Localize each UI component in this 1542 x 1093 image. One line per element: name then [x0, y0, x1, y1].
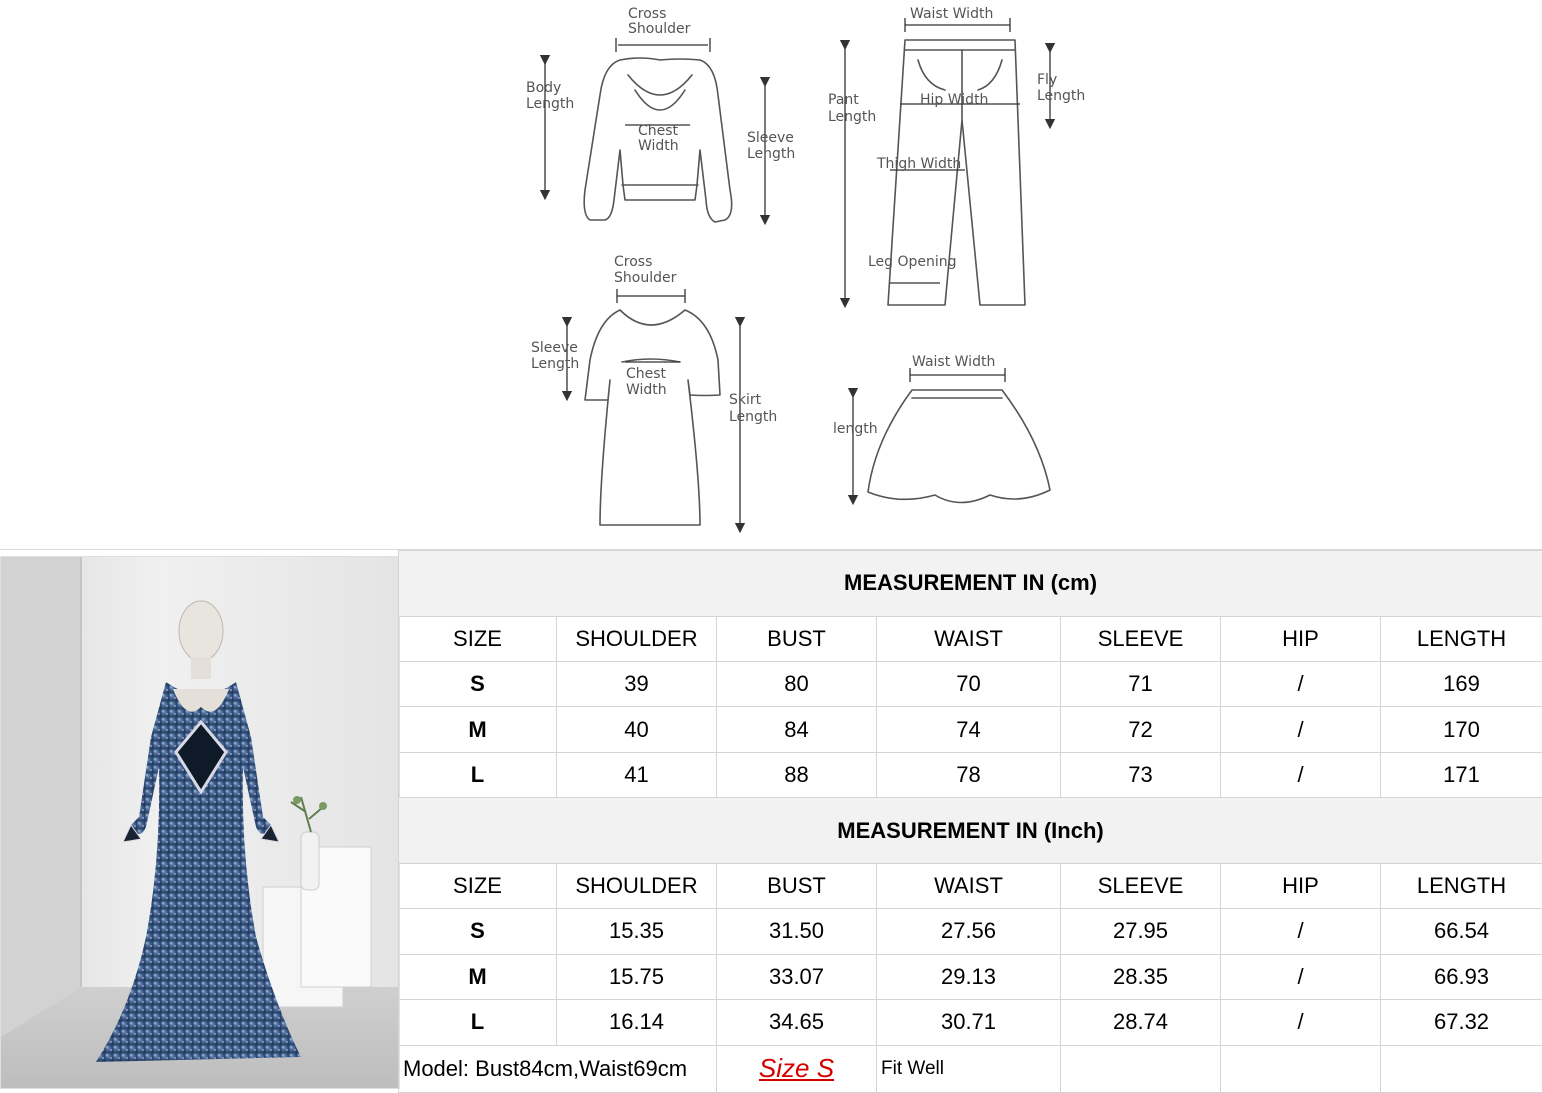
measurement-cell: 170 — [1381, 707, 1542, 752]
column-header: SIZE — [399, 863, 557, 908]
pants-diagram — [828, 6, 1085, 305]
column-header: SHOULDER — [557, 616, 717, 661]
top-body-length-label: Body Length — [526, 80, 575, 112]
top-diagram — [526, 6, 795, 222]
dress-cross-shoulder-label: Cross Shoulder — [614, 254, 677, 286]
fit-note: Fit Well — [877, 1045, 1061, 1092]
cm-header-row — [399, 616, 1542, 661]
size-label: M — [399, 954, 557, 999]
top-cross-shoulder-label: Cross Shoulder — [628, 6, 691, 37]
size-label: L — [399, 752, 557, 797]
measurement-cell: 73 — [1061, 752, 1221, 797]
dress-chest-width-label: Chest Width — [626, 366, 667, 398]
measurement-cell: 39 — [557, 662, 717, 707]
measurement-cell: 171 — [1381, 752, 1542, 797]
dress-sleeve-length-label: Sleeve Length — [531, 340, 580, 372]
pants-hip-width-label: Hip Width — [920, 92, 989, 108]
column-header: LENGTH — [1381, 616, 1542, 661]
top-chest-width-label: Chest Width — [638, 123, 679, 154]
column-header: BUST — [717, 863, 877, 908]
measurement-cell: / — [1221, 707, 1381, 752]
size-label: S — [399, 909, 557, 954]
size-chart-table — [398, 550, 1542, 1093]
measurement-cell: 88 — [717, 752, 877, 797]
measurement-cell: 15.75 — [557, 954, 717, 999]
inch-title-row — [399, 798, 1542, 864]
top-sleeve-length-label: Sleeve Length — [747, 130, 796, 162]
measurement-cell: 28.74 — [1061, 1000, 1221, 1045]
measurement-cell: 27.56 — [877, 909, 1061, 954]
inch-header-row — [399, 863, 1542, 908]
size-label: M — [399, 707, 557, 752]
skirt-diagram — [833, 354, 1050, 503]
column-header: BUST — [717, 616, 877, 661]
pants-thigh-width-label: Thigh Width — [877, 156, 962, 172]
column-header: LENGTH — [1381, 863, 1542, 908]
table-row — [399, 752, 1542, 797]
measurement-cell: 84 — [717, 707, 877, 752]
measurement-cell: / — [1221, 954, 1381, 999]
cm-title-row — [399, 551, 1542, 617]
measurement-cell: 31.50 — [717, 909, 877, 954]
table-row — [399, 707, 1542, 752]
model-measurements: Model: Bust84cm,Waist69cm — [399, 1045, 717, 1092]
table-row — [399, 1000, 1542, 1045]
dress-diagram — [531, 254, 777, 528]
column-header: SLEEVE — [1061, 863, 1221, 908]
measurement-cell: 16.14 — [557, 1000, 717, 1045]
measurement-cell: 33.07 — [717, 954, 877, 999]
table-row — [399, 954, 1542, 999]
skirt-waist-width-label: Waist Width — [912, 354, 996, 370]
column-header: WAIST — [877, 616, 1061, 661]
size-label: S — [399, 662, 557, 707]
skirt-length-label: length — [833, 421, 878, 437]
measurement-cell: / — [1221, 1000, 1381, 1045]
pants-waist-width-label: Waist Width — [910, 6, 994, 22]
column-header: SIZE — [399, 616, 557, 661]
measurement-cell: 80 — [717, 662, 877, 707]
empty-cell — [1381, 1045, 1542, 1092]
measurement-cell: 66.93 — [1381, 954, 1542, 999]
inch-table-title: MEASUREMENT IN (Inch) — [399, 798, 1542, 864]
measurement-cell: 28.35 — [1061, 954, 1221, 999]
table-row — [399, 662, 1542, 707]
pants-fly-length-label: Fly Length — [1037, 72, 1086, 104]
column-header: WAIST — [877, 863, 1061, 908]
measurement-cell: 29.13 — [877, 954, 1061, 999]
pants-leg-opening-label: Leg Opening — [868, 254, 957, 270]
measurement-cell: 66.54 — [1381, 909, 1542, 954]
model-info-row — [399, 1045, 1542, 1092]
measurement-cell: 169 — [1381, 662, 1542, 707]
column-header: HIP — [1221, 616, 1381, 661]
measurement-cell: 40 — [557, 707, 717, 752]
measurement-cell: / — [1221, 909, 1381, 954]
measurement-cell: / — [1221, 662, 1381, 707]
measurement-cell: / — [1221, 752, 1381, 797]
measurement-cell: 74 — [877, 707, 1061, 752]
dress-skirt-length-label: Skirt Length — [729, 392, 778, 425]
measurement-cell: 27.95 — [1061, 909, 1221, 954]
measurement-cell: 30.71 — [877, 1000, 1061, 1045]
measurement-cell: 70 — [877, 662, 1061, 707]
empty-cell — [1061, 1045, 1221, 1092]
column-header: SHOULDER — [557, 863, 717, 908]
product-photo — [0, 556, 400, 1089]
model-size: Size S — [717, 1045, 877, 1092]
gown-illustration — [1, 557, 399, 1088]
measurement-cell: 67.32 — [1381, 1000, 1542, 1045]
measurement-cell: 41 — [557, 752, 717, 797]
measurement-cell: 78 — [877, 752, 1061, 797]
column-header: SLEEVE — [1061, 616, 1221, 661]
size-label: L — [399, 1000, 557, 1045]
table-row — [399, 909, 1542, 954]
measurement-cell: 72 — [1061, 707, 1221, 752]
cm-table-title: MEASUREMENT IN (cm) — [399, 551, 1542, 617]
measurement-cell: 71 — [1061, 662, 1221, 707]
empty-cell — [1221, 1045, 1381, 1092]
measurement-cell: 34.65 — [717, 1000, 877, 1045]
pants-pant-length-label: Pant Length — [828, 92, 877, 125]
measurement-cell: 15.35 — [557, 909, 717, 954]
column-header: HIP — [1221, 863, 1381, 908]
